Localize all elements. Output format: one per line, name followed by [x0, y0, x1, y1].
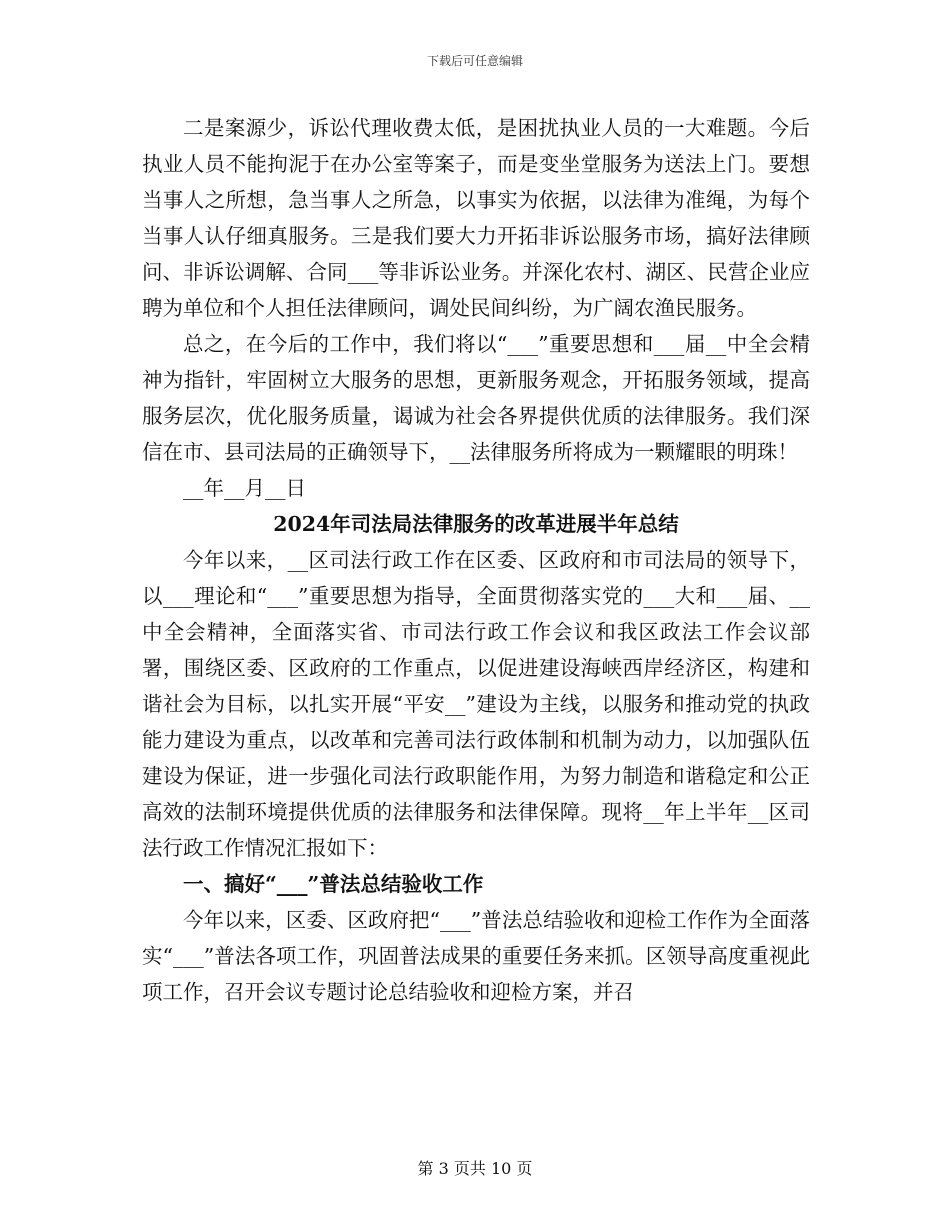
section-heading-1: 一、搞好“___”普法总结验收工作 — [183, 872, 484, 896]
paragraph-introduction: 今年以来，__区司法行政工作在区委、区政府和市司法局的领导下，以___理论和“___”重要思想为指导，全面贯彻落实党的___大和___届、__中全会精神，全面落实省、市司法行政工作会议和我区政法工作会议部署，围绕区委、区政府的工作重点，以促进建设海峡西岸经济区，构建和谐社会为目标，以扎实开展“平安__”建设为主线，以服务和推动党的执政能力建设为重点，以改革和完善司法行政体制和机制为动力，以加强队伍建设为保证，进一步强化司法行政职能作用，为努力制造和谐稳定和公正高效的法制环境提供优质的法律服务和法律保障。现将__年上半年__区司法行政工作情况汇报如下： — [142, 548, 810, 860]
paragraph-conclusion: 总之，在今后的工作中，我们将以“___”重要思想和___届__中全会精神为指针，牢固树立大服务的思想，更新服务观念，开拓服务领域，提高服务层次，优化服务质量，谒诚为社会各界提供优质的法律服务。我们深信在市、县司法局的正确领导下，__法律服务所将成为一颗耀眼的明珠！ — [142, 332, 810, 464]
page-number: 第 3 页共 10 页 — [417, 1159, 533, 1178]
page-header-note: 下载后可任意编辑 — [426, 54, 523, 68]
document-title: 2024年司法局法律服务的改革进展半年总结 — [273, 512, 679, 536]
paragraph-case-source: 二是案源少，诉讼代理收费太低，是困扰执业人员的一大难题。今后执业人员不能拘泥于在办公室等案子，而是变坐堂服务为送法上门。要想当事人之所想，急当事人之所急，以事实为依据，以法律为准绳，为每个当事人认仔细真服务。三是我们要大力开拓非诉讼服务市场，搞好法律顾问、非诉讼调解、合同___等非诉讼业务。并深化农村、湖区、民营企业应聘为单位和个人担任法律顾问，调处民间纠纷，为广阔农渔民服务。 — [142, 116, 810, 320]
date-line: __年__月__日 — [183, 476, 306, 500]
paragraph-section-1: 今年以来，区委、区政府把“___”普法总结验收和迎检工作作为全面落实“___”普法各项工作，巩固普法成果的重要任务来抓。区领导高度重视此项工作，召开会议专题讨论总结验收和迎检方案，并召 — [142, 908, 810, 1004]
document-body — [142, 110, 810, 1010]
